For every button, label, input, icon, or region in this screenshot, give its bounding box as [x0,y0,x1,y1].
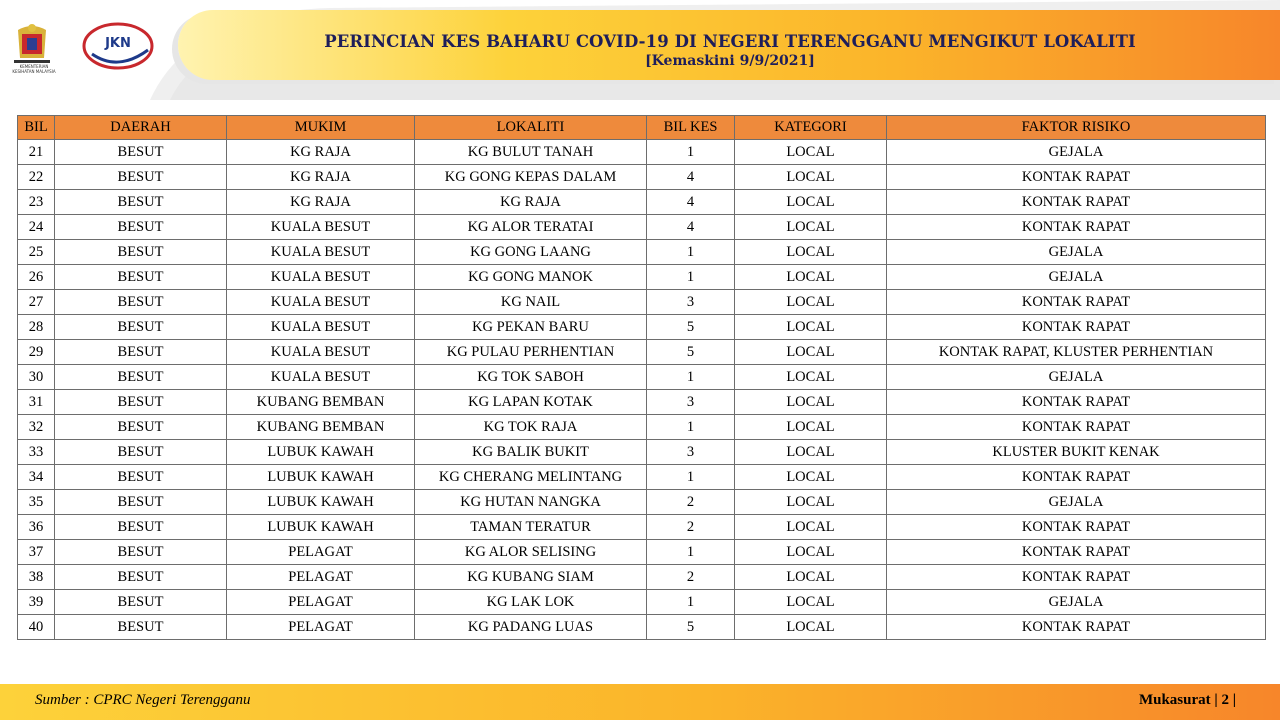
cell-daerah: BESUT [55,190,227,215]
cell-mukim: LUBUK KAWAH [227,440,415,465]
jkn-logo-text: JKN [105,36,131,51]
moh-logo-caption: KEMENTERIAN KESIHATAN MALAYSIA [12,64,56,74]
cell-bil: 29 [18,340,55,365]
cell-lokaliti: KG GONG LAANG [415,240,647,265]
cell-bil: 36 [18,515,55,540]
cell-bil: 25 [18,240,55,265]
cell-bil-kes: 2 [647,515,735,540]
cell-kategori: LOCAL [735,365,887,390]
cell-kategori: LOCAL [735,190,887,215]
cell-bil-kes: 2 [647,490,735,515]
header-logos [12,20,162,80]
column-header-faktor-risiko: FAKTOR RISIKO [887,116,1266,140]
cell-mukim: KUALA BESUT [227,215,415,240]
cell-lokaliti: KG GONG MANOK [415,265,647,290]
cell-bil: 40 [18,615,55,640]
cell-daerah: BESUT [55,565,227,590]
column-header-lokaliti: LOKALITI [415,116,647,140]
cell-faktor-risiko: KLUSTER BUKIT KENAK [887,440,1266,465]
cell-bil-kes: 1 [647,140,735,165]
cell-daerah: BESUT [55,290,227,315]
cell-daerah: BESUT [55,390,227,415]
cell-lokaliti: KG LAPAN KOTAK [415,390,647,415]
cell-lokaliti: KG KUBANG SIAM [415,565,647,590]
cell-mukim: KUALA BESUT [227,365,415,390]
cell-kategori: LOCAL [735,290,887,315]
cell-bil-kes: 4 [647,215,735,240]
table-row [18,615,1266,640]
cell-bil: 32 [18,415,55,440]
cell-daerah: BESUT [55,615,227,640]
cell-bil-kes: 5 [647,615,735,640]
cell-bil-kes: 1 [647,590,735,615]
cell-mukim: LUBUK KAWAH [227,515,415,540]
cell-daerah: BESUT [55,315,227,340]
cell-mukim: PELAGAT [227,615,415,640]
cell-kategori: LOCAL [735,590,887,615]
cell-mukim: KUALA BESUT [227,290,415,315]
cell-lokaliti: KG ALOR SELISING [415,540,647,565]
cell-kategori: LOCAL [735,415,887,440]
cell-faktor-risiko: KONTAK RAPAT, KLUSTER PERHENTIAN [887,340,1266,365]
cell-lokaliti: KG BALIK BUKIT [415,440,647,465]
cell-faktor-risiko: KONTAK RAPAT [887,615,1266,640]
column-header-kategori: KATEGORI [735,116,887,140]
table-row [18,215,1266,240]
cell-bil: 31 [18,390,55,415]
cell-faktor-risiko: KONTAK RAPAT [887,215,1266,240]
cell-lokaliti: KG PULAU PERHENTIAN [415,340,647,365]
cell-faktor-risiko: GEJALA [887,365,1266,390]
cell-daerah: BESUT [55,540,227,565]
cell-bil: 37 [18,540,55,565]
table-row [18,240,1266,265]
cell-mukim: KUALA BESUT [227,265,415,290]
cell-kategori: LOCAL [735,490,887,515]
table-row [18,415,1266,440]
cell-kategori: LOCAL [735,240,887,265]
cell-faktor-risiko: KONTAK RAPAT [887,315,1266,340]
table-row [18,340,1266,365]
cell-daerah: BESUT [55,415,227,440]
table-row [18,315,1266,340]
cell-bil: 21 [18,140,55,165]
cases-table [17,115,1266,640]
table-row [18,140,1266,165]
cell-mukim: KUALA BESUT [227,315,415,340]
cell-lokaliti: KG GONG KEPAS DALAM [415,165,647,190]
cell-bil-kes: 1 [647,415,735,440]
moh-crest-logo [14,24,50,63]
cell-bil: 35 [18,490,55,515]
cell-mukim: LUBUK KAWAH [227,465,415,490]
cell-daerah: BESUT [55,490,227,515]
table-row [18,190,1266,215]
cell-faktor-risiko: KONTAK RAPAT [887,415,1266,440]
cell-bil: 26 [18,265,55,290]
column-header-bil-kes: BIL KES [647,116,735,140]
cell-daerah: BESUT [55,440,227,465]
table-row [18,165,1266,190]
cell-bil: 24 [18,215,55,240]
cell-lokaliti: KG CHERANG MELINTANG [415,465,647,490]
table-header-row [18,116,1266,140]
cell-lokaliti: KG PADANG LUAS [415,615,647,640]
cell-kategori: LOCAL [735,515,887,540]
cell-bil: 27 [18,290,55,315]
cell-lokaliti: KG RAJA [415,190,647,215]
cell-daerah: BESUT [55,215,227,240]
cell-daerah: BESUT [55,340,227,365]
page-number: Mukasurat | 2 | [1138,692,1236,708]
cell-bil-kes: 1 [647,265,735,290]
cell-kategori: LOCAL [735,165,887,190]
table-row [18,390,1266,415]
cell-lokaliti: KG TOK SABOH [415,365,647,390]
page-title: PERINCIAN KES BAHARU COVID-19 DI NEGERI TERENGGANU MENGIKUT LOKALITI [324,32,1136,51]
cell-mukim: KUALA BESUT [227,240,415,265]
cell-faktor-risiko: GEJALA [887,140,1266,165]
cell-bil: 28 [18,315,55,340]
cell-bil-kes: 4 [647,190,735,215]
cell-mukim: KUALA BESUT [227,340,415,365]
cell-kategori: LOCAL [735,140,887,165]
cell-lokaliti: KG NAIL [415,290,647,315]
table-row [18,440,1266,465]
cell-kategori: LOCAL [735,540,887,565]
cell-kategori: LOCAL [735,265,887,290]
cell-bil-kes: 3 [647,440,735,465]
cell-faktor-risiko: GEJALA [887,265,1266,290]
cell-lokaliti: KG PEKAN BARU [415,315,647,340]
cell-mukim: KG RAJA [227,165,415,190]
cell-mukim: PELAGAT [227,540,415,565]
table-row [18,465,1266,490]
cell-mukim: KUBANG BEMBAN [227,390,415,415]
table-row [18,540,1266,565]
cell-mukim: PELAGAT [227,565,415,590]
cell-faktor-risiko: GEJALA [887,490,1266,515]
cell-faktor-risiko: KONTAK RAPAT [887,165,1266,190]
cell-daerah: BESUT [55,590,227,615]
table-body [18,140,1266,640]
cell-bil: 30 [18,365,55,390]
cell-bil: 22 [18,165,55,190]
cell-bil-kes: 3 [647,390,735,415]
cell-kategori: LOCAL [735,615,887,640]
cell-bil-kes: 1 [647,465,735,490]
table-row [18,290,1266,315]
cell-bil-kes: 5 [647,340,735,365]
cell-mukim: KUBANG BEMBAN [227,415,415,440]
cell-lokaliti: KG HUTAN NANGKA [415,490,647,515]
cell-faktor-risiko: KONTAK RAPAT [887,515,1266,540]
cell-kategori: LOCAL [735,215,887,240]
cell-bil-kes: 1 [647,540,735,565]
table-row [18,490,1266,515]
cell-daerah: BESUT [55,365,227,390]
cell-lokaliti: TAMAN TERATUR [415,515,647,540]
cell-lokaliti: KG BULUT TANAH [415,140,647,165]
cell-daerah: BESUT [55,140,227,165]
cell-faktor-risiko: KONTAK RAPAT [887,190,1266,215]
cell-kategori: LOCAL [735,315,887,340]
cell-faktor-risiko: KONTAK RAPAT [887,390,1266,415]
cell-bil-kes: 1 [647,240,735,265]
table-row [18,590,1266,615]
cell-mukim: LUBUK KAWAH [227,490,415,515]
cell-mukim: KG RAJA [227,190,415,215]
cell-daerah: BESUT [55,265,227,290]
cell-bil: 39 [18,590,55,615]
table-row [18,515,1266,540]
column-header-daerah: DAERAH [55,116,227,140]
cell-bil-kes: 5 [647,315,735,340]
cell-kategori: LOCAL [735,565,887,590]
column-header-mukim: MUKIM [227,116,415,140]
cell-kategori: LOCAL [735,440,887,465]
cell-bil: 38 [18,565,55,590]
cell-lokaliti: KG LAK LOK [415,590,647,615]
cell-lokaliti: KG ALOR TERATAI [415,215,647,240]
table-row [18,565,1266,590]
source-note: Sumber : CPRC Negeri Terengganu [35,692,251,708]
table-row [18,365,1266,390]
cell-kategori: LOCAL [735,340,887,365]
cell-kategori: LOCAL [735,465,887,490]
cell-daerah: BESUT [55,515,227,540]
cell-faktor-risiko: KONTAK RAPAT [887,290,1266,315]
cell-faktor-risiko: GEJALA [887,590,1266,615]
cell-bil: 23 [18,190,55,215]
cell-bil-kes: 1 [647,365,735,390]
cell-daerah: BESUT [55,165,227,190]
cell-bil: 33 [18,440,55,465]
cell-bil: 34 [18,465,55,490]
column-header-bil: BIL [18,116,55,140]
cell-kategori: LOCAL [735,390,887,415]
cell-faktor-risiko: KONTAK RAPAT [887,465,1266,490]
cell-faktor-risiko: KONTAK RAPAT [887,565,1266,590]
cell-mukim: KG RAJA [227,140,415,165]
cell-lokaliti: KG TOK RAJA [415,415,647,440]
cell-bil-kes: 4 [647,165,735,190]
page-subtitle: [Kemaskini 9/9/2021] [645,53,815,69]
cell-daerah: BESUT [55,465,227,490]
cell-bil-kes: 3 [647,290,735,315]
cell-faktor-risiko: KONTAK RAPAT [887,540,1266,565]
cell-faktor-risiko: GEJALA [887,240,1266,265]
cell-mukim: PELAGAT [227,590,415,615]
cell-bil-kes: 2 [647,565,735,590]
table-row [18,265,1266,290]
cell-daerah: BESUT [55,240,227,265]
